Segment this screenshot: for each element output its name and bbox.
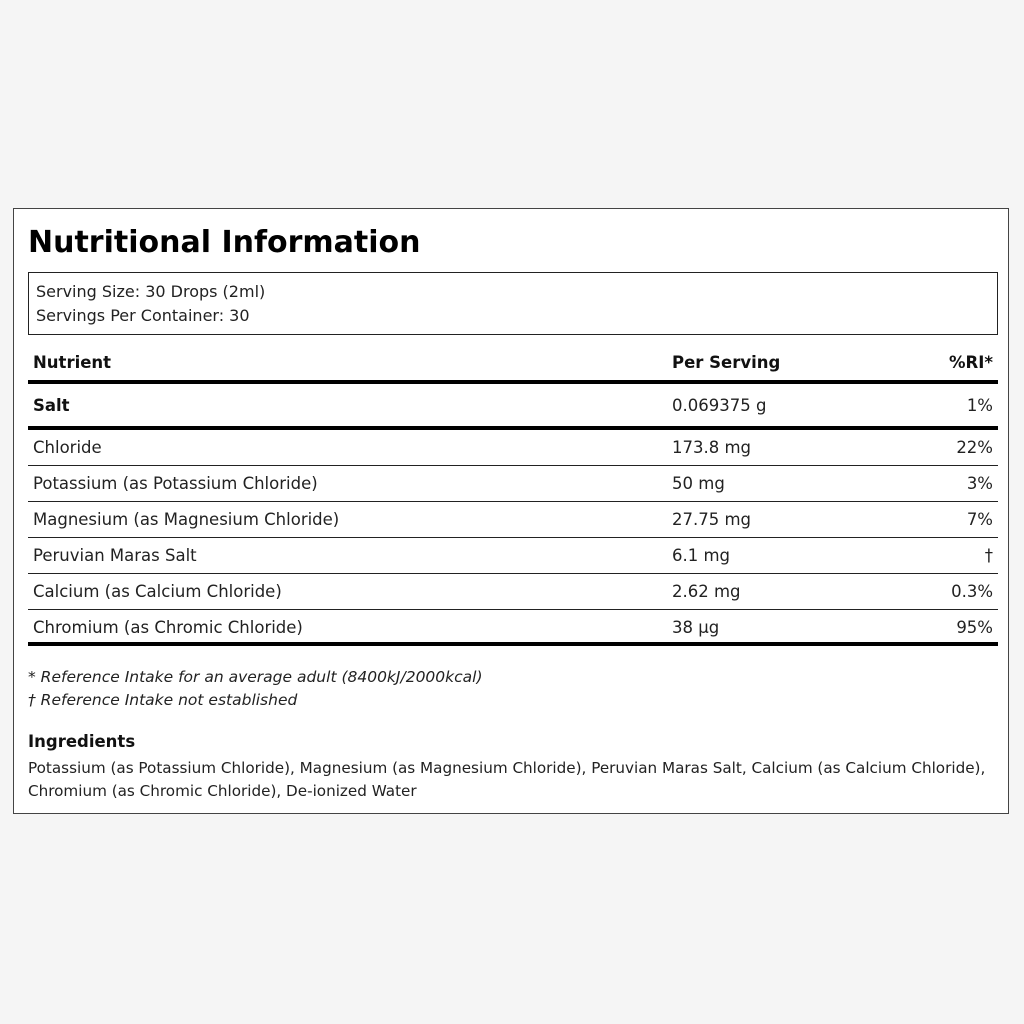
nutrient-name: Peruvian Maras Salt (33, 546, 197, 565)
footnotes (28, 666, 483, 712)
per-serving-value: 50 mg (672, 474, 725, 493)
ri-value: 0.3% (951, 582, 993, 601)
table-row (28, 502, 998, 538)
per-serving-value: 27.75 mg (672, 510, 752, 529)
ri-value: 95% (956, 618, 993, 637)
table-row (28, 574, 998, 610)
nutrient-name: Chromium (as Chromic Chloride) (33, 618, 303, 637)
table-row-salt (28, 384, 998, 430)
per-serving-value: 0.069375 g (672, 396, 767, 415)
per-serving-value: 2.62 mg (672, 582, 741, 601)
table-row (28, 466, 998, 502)
nutrient-name: Calcium (as Calcium Chloride) (33, 582, 282, 601)
header-ri: %RI* (948, 353, 993, 372)
serving-size: Serving Size: 30 Drops (2ml) (36, 282, 266, 301)
nutrient-name: Potassium (as Potassium Chloride) (33, 474, 318, 493)
ingredients-list: Potassium (as Potassium Chloride), Magnesium (as Magnesium Chloride), Peruvian Maras Salt, Calcium (as Calcium Chloride), Chromium (as Chromic Chloride), De-ionized Water (28, 759, 986, 800)
per-serving-value: 173.8 mg (672, 438, 752, 457)
footnote-reference-intake: * Reference Intake for an average adult (8400kJ/2000kcal) (28, 668, 483, 686)
table-row (28, 610, 998, 646)
nutrient-name: Chloride (33, 438, 102, 457)
header-nutrient: Nutrient (33, 353, 112, 372)
table-header-row (28, 345, 998, 384)
ri-value: 22% (956, 438, 993, 457)
per-serving-value: 6.1 mg (672, 546, 731, 565)
nutrition-panel (13, 208, 1009, 814)
footnote-not-established: † Reference Intake not established (28, 691, 298, 709)
ri-value: 3% (966, 474, 993, 493)
servings-per-container: Servings Per Container: 30 (36, 306, 250, 325)
ri-value: 7% (966, 510, 993, 529)
nutrient-name: Salt (33, 396, 70, 415)
header-per-serving: Per Serving (672, 353, 781, 372)
serving-info-box (28, 272, 998, 335)
nutrient-table (28, 345, 998, 646)
table-row (28, 430, 998, 466)
ri-value: † (984, 546, 993, 565)
per-serving-value: 38 µg (672, 618, 720, 637)
nutrient-name: Magnesium (as Magnesium Chloride) (33, 510, 340, 529)
table-row (28, 538, 998, 574)
ingredients-heading: Ingredients (28, 732, 136, 751)
ri-value: 1% (966, 396, 993, 415)
panel-title: Nutritional Information (28, 225, 421, 260)
